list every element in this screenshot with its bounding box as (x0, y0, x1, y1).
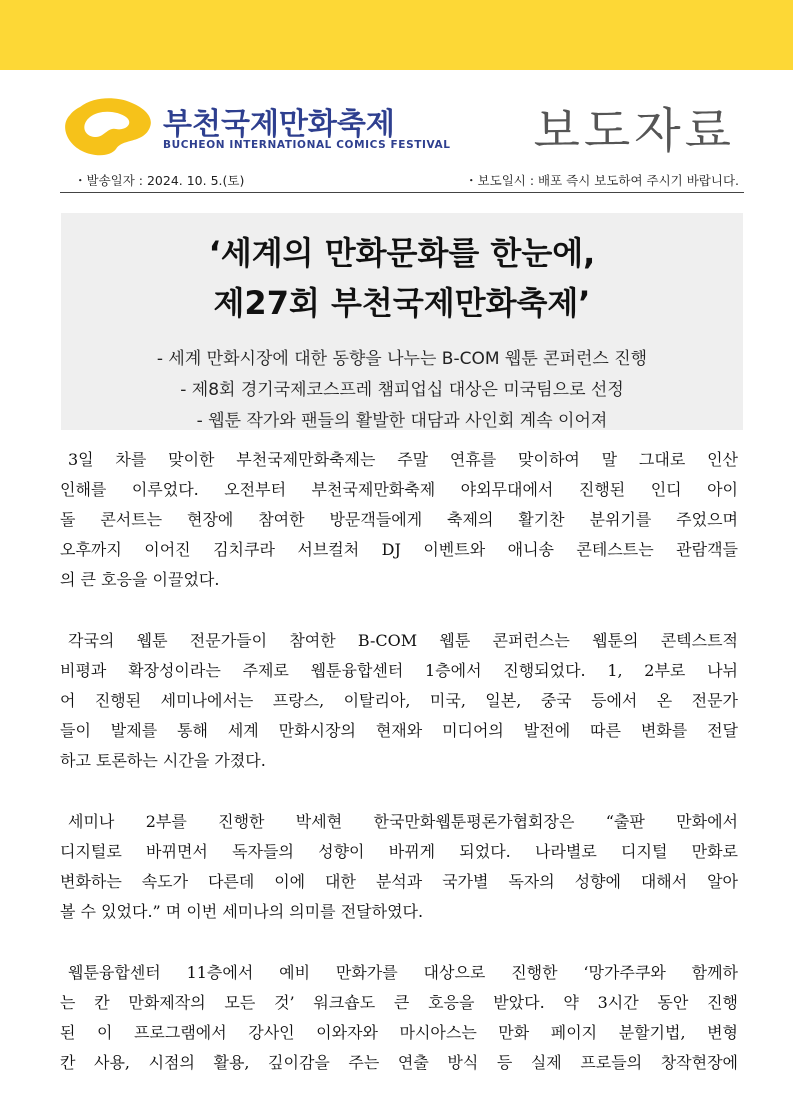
paragraph-line: 세미나 2부를 진행한 박세현 한국만화웹툰평론가협회장은 “출판 만화에서 (68, 812, 738, 831)
paragraph-line: 볼 수 있었다.” 며 이번 세미나의 의미를 전달하였다. (60, 902, 424, 921)
subhead-2: - 제8회 경기국제코스프레 챔피업십 대상은 미국팀으로 선정 (180, 380, 624, 400)
paragraph-line: 된 이 프로그램에서 강사인 이와자와 마시아스는 만화 페이지 분할기법, 변형 (60, 1023, 738, 1042)
paragraph-2 (60, 626, 738, 776)
headline-box (61, 213, 743, 430)
logo-subtitle: BUCHEON INTERNATIONAL COMICS FESTIVAL (163, 139, 451, 151)
paragraph-4 (60, 958, 738, 1078)
paragraph-line: 웹툰융합센터 11층에서 예비 만화가를 대상으로 진행한 ‘망가주쿠와 함께하 (68, 963, 738, 982)
comics-speech-icon (60, 97, 156, 157)
paragraph-line: 오후까지 이어진 김치쿠라 서브컬처 DJ 이벤트와 애니송 콘테스트는 관람객들 (60, 540, 738, 559)
headline-line-2: 제27회 부천국제만화축제’ (213, 284, 591, 322)
paragraph-3 (60, 807, 738, 927)
doc-type-title: 보도자료 (533, 103, 735, 159)
logo-title: 부천국제만화축제 (163, 107, 395, 142)
paragraph-line: 돌 콘서트는 현장에 참여한 방문객들에게 축제의 활기찬 분위기를 주었으며 (60, 510, 738, 529)
top-color-bar (0, 0, 793, 70)
paragraph-line: 들이 발제를 통해 세계 만화시장의 현재와 미디어의 발전에 따른 변화를 전달 (60, 721, 738, 740)
paragraph-line: 각국의 웹툰 전문가들이 참여한 B-COM 웹툰 콘퍼런스는 웹툰의 콘텍스트적 (68, 631, 738, 650)
release-note: ・보도일시 : 배포 즉시 보도하여 주시기 바랍니다. (465, 173, 739, 188)
paragraph-line: 3일 차를 맞이한 부천국제만화축제는 주말 연휴를 맞이하여 말 그대로 인산 (68, 450, 738, 469)
send-date: ・발송일자 : 2024. 10. 5.(토) (74, 173, 245, 188)
header-divider (60, 192, 744, 193)
festival-logo (60, 97, 451, 157)
paragraph-line: 변화하는 속도가 다른데 이에 대한 분석과 국가별 독자의 성향에 대해서 알아 (60, 872, 738, 891)
paragraph-line: 는 칸 만화제작의 모든 것’ 워크숍도 큰 호응을 받았다. 약 3시간 동안 진행 (60, 993, 738, 1012)
paragraph-line: 비평과 확장성이라는 주제로 웹툰융합센터 1층에서 진행되었다. 1, 2부로 나뉘 (60, 661, 738, 680)
article-body (60, 445, 738, 1109)
paragraph-1 (60, 445, 738, 595)
subhead-1: - 세계 만화시장에 대한 동향을 나누는 B-COM 웹툰 콘퍼런스 진행 (156, 349, 648, 369)
headline-line-1: ‘세계의 만화문화를 한눈에, (208, 234, 596, 272)
paragraph-line: 하고 토론하는 시간을 가졌다. (60, 751, 266, 770)
paragraph-line: 인해를 이루었다. 오전부터 부천국제만화축제 야외무대에서 진행된 인디 아이 (60, 480, 738, 499)
subhead-3: - 웹툰 작가와 팬들의 활발한 대담과 사인회 계속 이어져 (196, 411, 608, 431)
paragraph-line: 어 진행된 세미나에서는 프랑스, 이탈리아, 미국, 일본, 중국 등에서 온 전문가 (60, 691, 738, 710)
paragraph-line: 의 큰 호응을 이끌었다. (60, 570, 220, 589)
paragraph-line: 디지털로 바뀌면서 독자들의 성향이 바뀌게 되었다. 나라별로 디지털 만화로 (60, 842, 738, 861)
paragraph-line: 칸 사용, 시점의 활용, 깊이감을 주는 연출 방식 등 실제 프로들의 창작현장에 (60, 1053, 738, 1072)
